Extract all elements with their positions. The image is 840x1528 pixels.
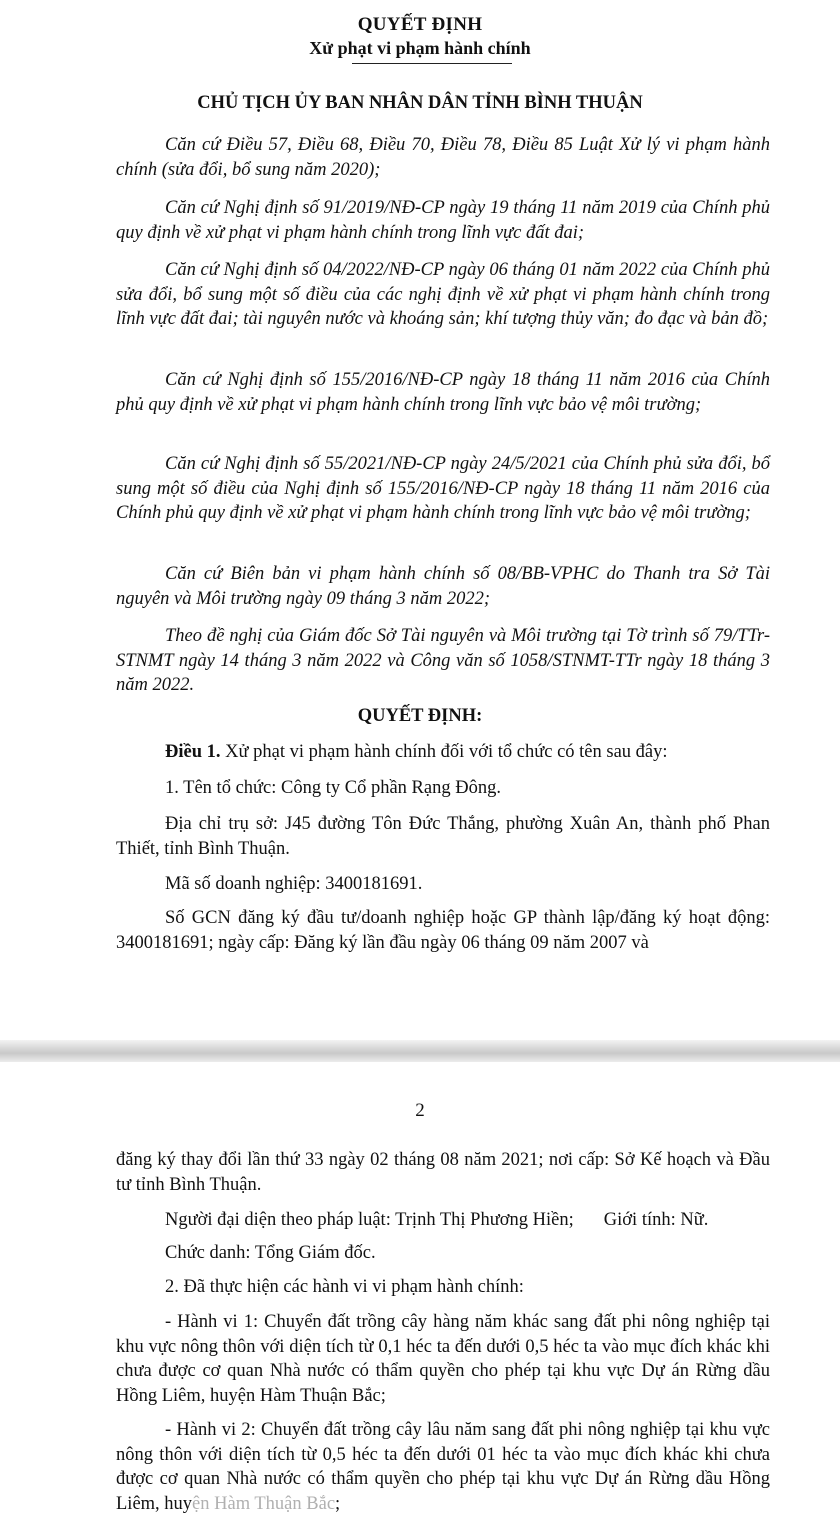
license-continued: đăng ký thay đổi lần thứ 33 ngày 02 tháng 08 năm 2021; nơi cấp: Sở Kế hoạch và Đầu tư tỉnh Bình Thuận.: [116, 1150, 770, 1195]
article-1-text: Xử phạt vi phạm hành chính đối với tổ chức có tên sau đây:: [220, 742, 668, 762]
basis-paragraph: Căn cứ Nghị định số 04/2022/NĐ-CP ngày 06 tháng 01 năm 2022 của Chính phủ sửa đổi, bổ sung một số điều của các nghị định về xử phạt vi phạm hành chính trong lĩnh vực đất đai; tài nguyên nước và khoáng sản; khí tượng thủy văn; đo đạc và bản đồ;: [116, 260, 770, 329]
violation-2: [116, 1418, 770, 1516]
violation-2-end: ;: [335, 1493, 341, 1514]
document-page-2: [0, 1062, 840, 1528]
violation-1: - Hành vi 1: Chuyển đất trồng cây hàng năm khác sang đất phi nông nghiệp tại khu vực nông thôn với diện tích từ 0,1 héc ta đến dưới 0,5 héc ta vào mục đích khác khi chưa được cơ quan Nhà nước có thẩm quyền cho phép tại khu vực Dự án Rừng dầu Hồng Liêm, huyện Hàm Thuận Bắc;: [116, 1312, 770, 1406]
violations-heading: 2. Đã thực hiện các hành vi vi phạm hành chính:: [165, 1277, 524, 1297]
basis-paragraph: Căn cứ Điều 57, Điều 68, Điều 70, Điều 78, Điều 85 Luật Xử lý vi phạm hành chính (sửa đổi, bổ sung năm 2020);: [116, 135, 770, 180]
basis-paragraph: Căn cứ Nghị định số 91/2019/NĐ-CP ngày 19 tháng 11 năm 2019 của Chính phủ quy định về xử phạt vi phạm hành chính trong lĩnh vực đất đai;: [116, 198, 770, 243]
tax-code: Mã số doanh nghiệp: 3400181691.: [165, 874, 423, 894]
violation-2-text: - Hành vi 2: Chuyển đất trồng cây lâu năm sang đất phi nông nghiệp tại khu vực nông thôn với diện tích từ 0,5 héc ta đến dưới 01 héc ta vào mục đích khác khi chưa được cơ quan Nhà nước có thẩm quyền cho phép tại khu vực Dự án Rừng dầu Hồng Liêm, huy: [116, 1420, 770, 1514]
org-name: 1. Tên tổ chức: Công ty Cổ phần Rạng Đông.: [165, 778, 501, 798]
violation-2-faded-text: ện Hàm Thuận Bắc: [192, 1493, 336, 1514]
basis-paragraph: Căn cứ Biên bản vi phạm hành chính số 08/BB-VPHC do Thanh tra Sở Tài nguyên và Môi trường ngày 09 tháng 3 năm 2022;: [116, 564, 770, 609]
org-address: Địa chỉ trụ sở: J45 đường Tôn Đức Thắng, phường Xuân An, thành phố Phan Thiết, tỉnh Bình Thuận.: [116, 814, 770, 859]
page-number: 2: [415, 1100, 425, 1121]
document-subtitle: Xử phạt vi phạm hành chính: [309, 38, 531, 58]
representative-name: Người đại diện theo pháp luật: Trịnh Thị Phương Hiền;: [165, 1210, 574, 1230]
legal-representative: [116, 1208, 770, 1233]
article-1-label: Điều 1.: [165, 742, 221, 762]
representative-gender: Giới tính: Nữ.: [603, 1210, 709, 1230]
subtitle-underline: [352, 63, 512, 64]
page-separator: [0, 1040, 840, 1062]
representative-position: Chức danh: Tổng Giám đốc.: [165, 1243, 376, 1263]
article-1: [116, 740, 770, 765]
basis-paragraph: Căn cứ Nghị định số 155/2016/NĐ-CP ngày 18 tháng 11 năm 2016 của Chính phủ quy định về xử phạt vi phạm hành chính trong lĩnh vực bảo vệ môi trường;: [116, 370, 770, 415]
document-title: QUYẾT ĐỊNH: [357, 14, 483, 35]
license-info: Số GCN đăng ký đầu tư/doanh nghiệp hoặc GP thành lập/đăng ký hoạt động: 3400181691; ngày cấp: Đăng ký lần đầu ngày 06 tháng 09 năm 2007 và: [116, 908, 770, 953]
basis-paragraph: Căn cứ Nghị định số 55/2021/NĐ-CP ngày 24/5/2021 của Chính phủ sửa đổi, bổ sung một số điều của Nghị định số 155/2016/NĐ-CP ngày 18 tháng 11 năm 2016 của Chính phủ quy định về xử phạt vi phạm hành chính trong lĩnh vực bảo vệ môi trường;: [116, 454, 770, 523]
basis-paragraph: Theo đề nghị của Giám đốc Sở Tài nguyên và Môi trường tại Tờ trình số 79/TTr-STNMT ngày 14 tháng 3 năm 2022 và Công văn số 1058/STNMT-TTr ngày 18 tháng 3 năm 2022.: [116, 626, 770, 695]
decision-heading: QUYẾT ĐỊNH:: [357, 706, 483, 726]
authority-heading: CHỦ TỊCH ỦY BAN NHÂN DÂN TỈNH BÌNH THUẬN: [197, 93, 643, 113]
